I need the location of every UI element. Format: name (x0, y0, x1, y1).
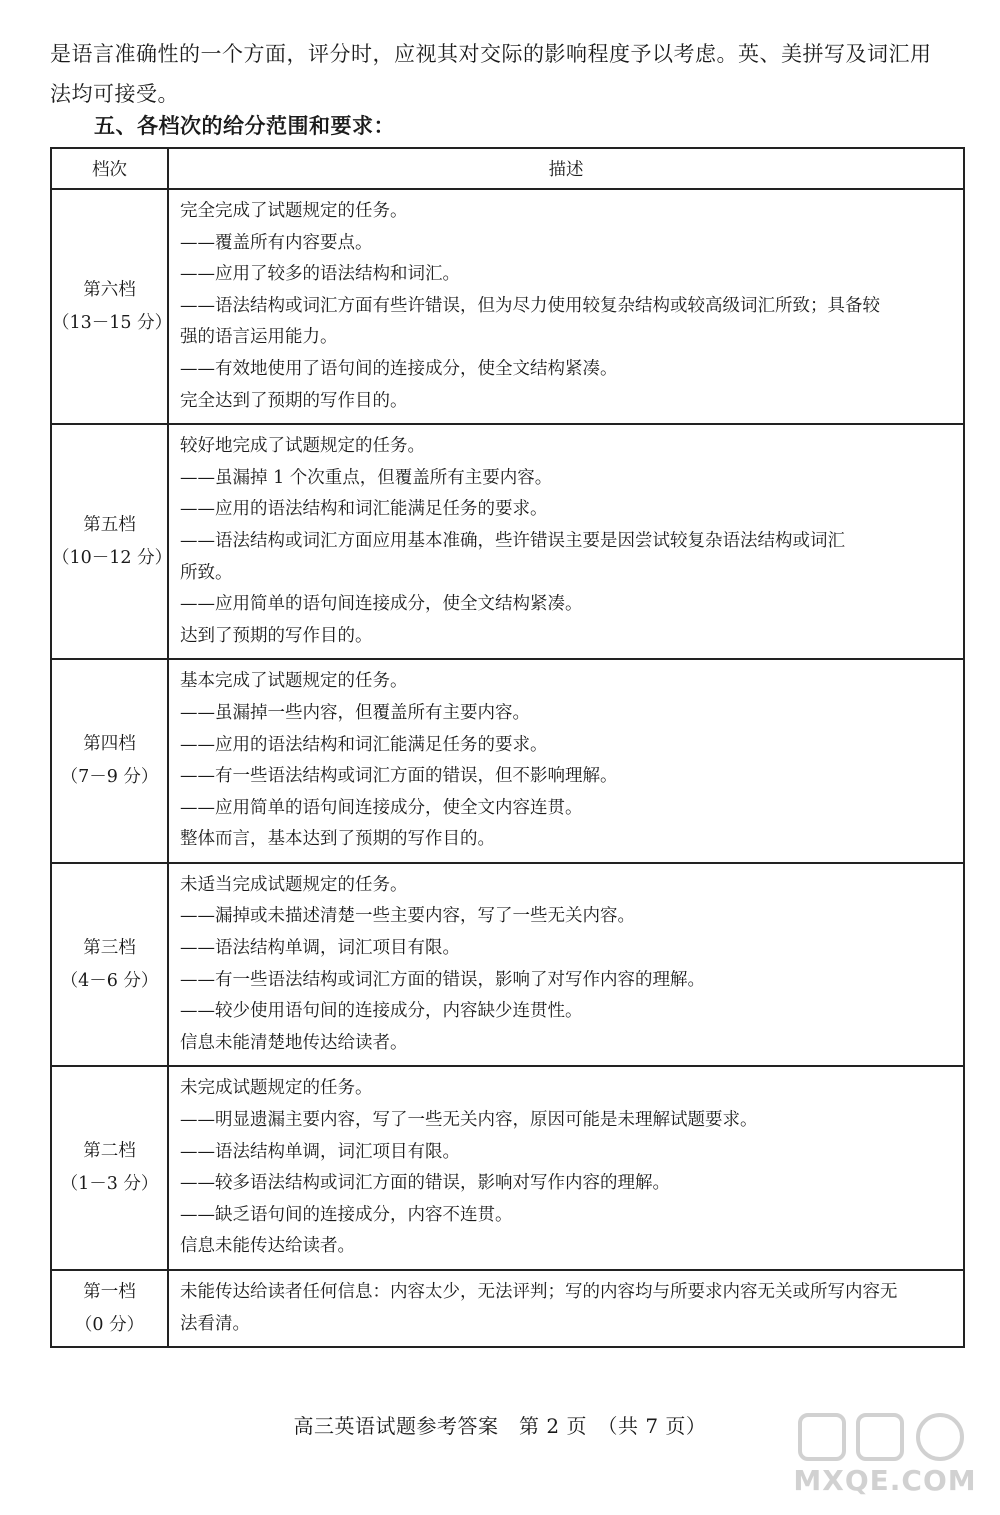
grade-score-range: （13－15 分） (52, 312, 173, 333)
description-line: ——语法结构单调，词汇项目有限。 (180, 938, 460, 959)
description-line: ——应用的语法结构和词汇能满足任务的要求。 (180, 499, 548, 520)
watermark-logo-icon (790, 1407, 980, 1467)
description-line: ——较多语法结构或词汇方面的错误，影响对写作内容的理解。 (180, 1173, 670, 1194)
description-line: 法看清。 (180, 1313, 250, 1334)
intro-line: 是语言准确性的一个方面，评分时，应视其对交际的影响程度予以考虑。英、美拼写及词汇用 (50, 42, 932, 66)
table-row (51, 1270, 964, 1347)
intro-line: 法均可接受。 (50, 82, 179, 106)
description-line: 达到了预期的写作目的。 (180, 625, 373, 646)
intro-paragraph (50, 34, 965, 114)
grading-table-body (51, 189, 964, 1347)
grade-level-name: 第三档 (83, 937, 136, 958)
description-line: ——语法结构单调，词汇项目有限。 (180, 1141, 460, 1162)
column-header-description: 描述 (168, 148, 964, 189)
grade-level-cell (51, 424, 173, 659)
description-line: ——缺乏语句间的连接成分，内容不连贯。 (180, 1204, 513, 1225)
description-line: ——虽漏掉一些内容，但覆盖所有主要内容。 (180, 702, 530, 723)
grade-score-range: （4－6 分） (60, 970, 159, 991)
table-row (51, 659, 964, 863)
column-header-level: 档次 (51, 148, 168, 189)
table-row (51, 424, 964, 659)
table-row (51, 863, 964, 1067)
grade-level-name: 第一档 (83, 1281, 136, 1302)
grade-level-cell (51, 189, 173, 424)
grade-description-cell (168, 863, 964, 1067)
description-line: 整体而言，基本达到了预期的写作目的。 (180, 829, 495, 850)
description-line: 完全达到了预期的写作目的。 (180, 390, 408, 411)
grade-description-cell (168, 1066, 964, 1270)
grade-description-cell (168, 659, 964, 863)
grade-score-range: （0 分） (74, 1314, 145, 1335)
grade-score-range: （1－3 分） (60, 1174, 159, 1195)
section-heading: 五、各档次的给分范围和要求： (94, 113, 395, 138)
watermark (790, 1407, 980, 1497)
table-row (51, 189, 964, 424)
description-line: ——有一些语法结构或词汇方面的错误，影响了对写作内容的理解。 (180, 969, 705, 990)
description-line: 信息未能传达给读者。 (180, 1236, 355, 1257)
grade-level-cell (51, 659, 168, 863)
description-line: 完全完成了试题规定的任务。 (180, 201, 408, 221)
description-line: ——虽漏掉 1 个次重点，但覆盖所有主要内容。 (180, 467, 553, 488)
description-line: ——应用的语法结构和词汇能满足任务的要求。 (180, 734, 548, 755)
table-header-row (51, 148, 964, 189)
description-line: 信息未能清楚地传达给读者。 (180, 1032, 408, 1053)
grading-table (50, 147, 965, 1348)
description-line: 未完成试题规定的任务。 (180, 1078, 373, 1099)
grade-level-cell (51, 1066, 168, 1270)
description-line: 未适当完成试题规定的任务。 (180, 874, 408, 895)
grade-score-range: （10－12 分） (52, 547, 173, 568)
description-line: ——较少使用语句间的连接成分，内容缺少连贯性。 (180, 1001, 583, 1022)
grade-description-cell (168, 1270, 964, 1347)
description-line: ——应用了较多的语法结构和词汇。 (180, 264, 460, 285)
description-line: 基本完成了试题规定的任务。 (180, 671, 408, 692)
grade-level-cell (51, 863, 168, 1067)
description-line: ——应用简单的语句间连接成分，使全文结构紧凑。 (180, 594, 583, 615)
description-line: 未能传达给读者任何信息：内容太少，无法评判；写的内容均与所要求内容无关或所写内容无 (180, 1282, 898, 1302)
description-line: ——覆盖所有内容要点。 (180, 232, 373, 253)
grade-level-cell (51, 1270, 168, 1347)
description-line: ——有效地使用了语句间的连接成分，使全文结构紧凑。 (180, 358, 618, 379)
grade-level-name: 第四档 (83, 734, 136, 755)
description-line: 强的语言运用能力。 (180, 327, 338, 348)
description-line: 较好地完成了试题规定的任务。 (180, 436, 425, 457)
grade-level-name: 第六档 (83, 279, 136, 300)
grade-level-name: 第五档 (83, 514, 136, 535)
description-line: ——有一些语法结构或词汇方面的错误，但不影响理解。 (180, 766, 618, 787)
description-line: ——应用简单的语句间连接成分，使全文内容连贯。 (180, 797, 583, 818)
description-line: ——语法结构或词汇方面有些许错误，但为尽力使用较复杂结构或较高级词汇所致；具备较 (180, 295, 880, 316)
description-line: ——语法结构或词汇方面应用基本准确，些许错误主要是因尝试较复杂语法结构或词汇 (180, 530, 845, 551)
description-line: ——漏掉或未描述清楚一些主要内容，写了一些无关内容。 (180, 906, 635, 927)
page-footer: 高三英语试题参考答案 第 2 页 （共 7 页） (293, 1414, 707, 1438)
description-line: ——明显遗漏主要内容，写了一些无关内容，原因可能是未理解试题要求。 (180, 1110, 758, 1131)
grade-description-cell (168, 189, 964, 424)
grade-description-cell (168, 424, 964, 659)
grade-level-name: 第二档 (83, 1141, 136, 1162)
table-row (51, 1066, 964, 1270)
description-line: 所致。 (180, 562, 233, 583)
grade-score-range: （7－9 分） (60, 767, 159, 788)
watermark-text: MXQE.COM (793, 1464, 977, 1497)
